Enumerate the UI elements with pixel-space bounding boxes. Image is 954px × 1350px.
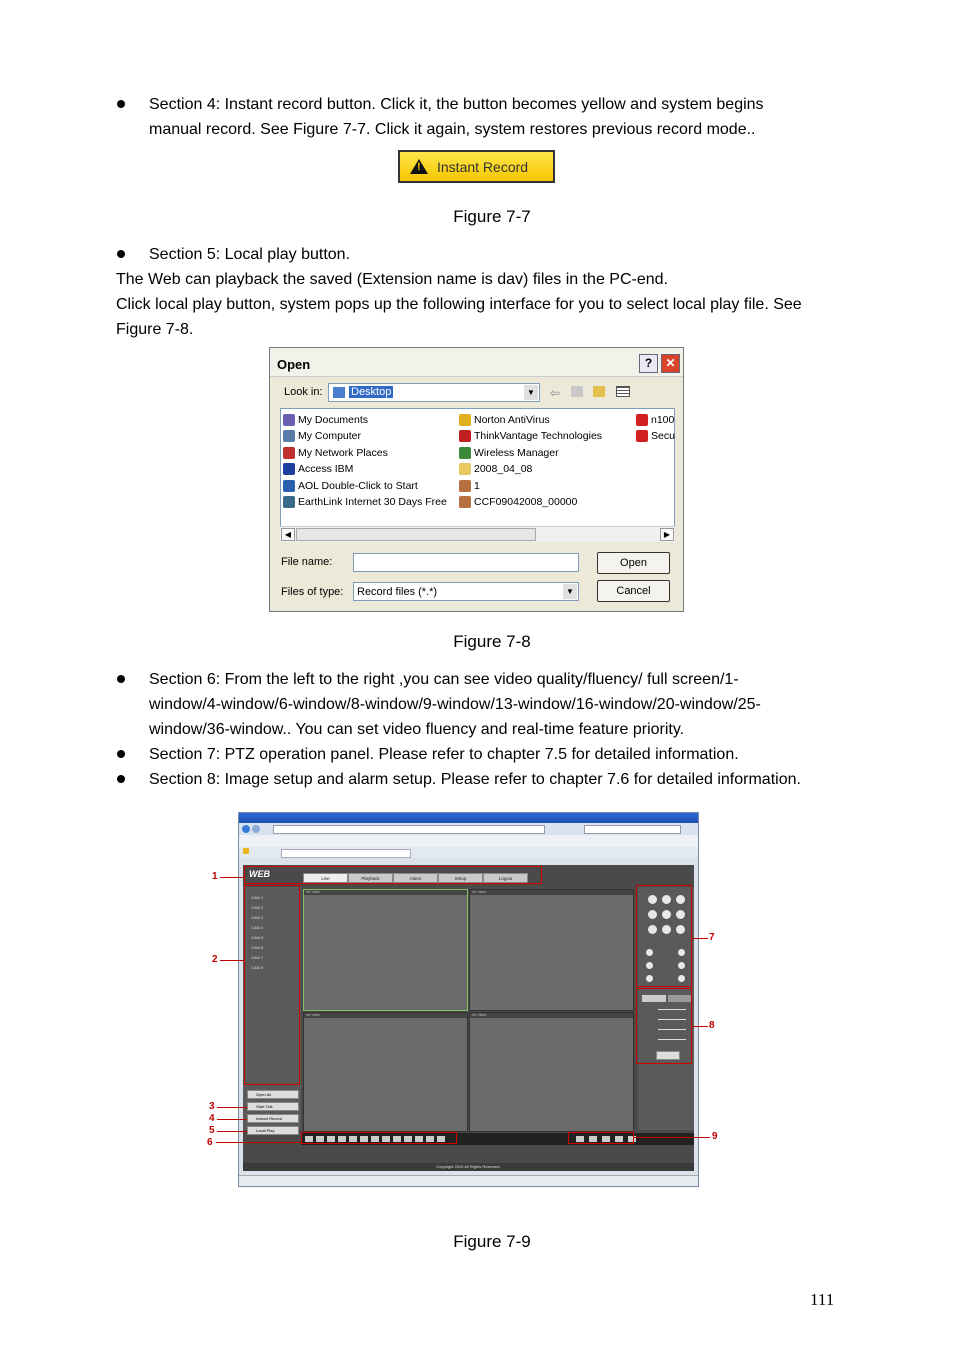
file-type-label: Files of type: — [281, 586, 344, 598]
web-logo: WEB — [249, 869, 270, 879]
list-item[interactable]: Norton AntiVirus — [459, 414, 550, 426]
warning-icon — [410, 159, 428, 174]
bullet — [117, 100, 125, 108]
annotation-label: 5 — [209, 1125, 215, 1136]
annotation-line — [692, 1026, 708, 1027]
local-play-button[interactable]: Local Play — [247, 1126, 299, 1135]
dialog-title: Open — [277, 357, 311, 372]
chevron-down-icon[interactable]: ▼ — [524, 385, 538, 400]
web-app-area — [243, 865, 694, 1170]
annotation-label: 2 — [212, 954, 218, 965]
annotation-box — [636, 885, 692, 987]
section5: Section 5: Local play button. — [149, 246, 351, 263]
annotation-label: 9 — [712, 1131, 718, 1142]
figure-7-9-caption: Figure 7-9 — [453, 1232, 531, 1251]
camera-item[interactable]: CAM 4 — [251, 925, 264, 930]
paragraph-local-play-line1: Click local play button, system pops up the following interface for you to select local play file. See — [116, 296, 802, 313]
wireless-icon — [459, 447, 471, 459]
figure-7-7-caption: Figure 7-7 — [453, 207, 531, 226]
video-window[interactable]: No Video — [469, 1012, 634, 1132]
forward-icon — [252, 825, 260, 833]
list-item[interactable]: My Computer — [283, 430, 361, 442]
section6-line3: window/36-window.. You can set video fluency and real-time feature priority. — [149, 721, 685, 738]
page-number: 111 — [810, 1290, 835, 1309]
annotation-line — [216, 1142, 302, 1143]
file-icon — [459, 496, 471, 508]
annotation-line — [692, 938, 708, 939]
annotation-line — [217, 1131, 247, 1132]
section7: Section 7: PTZ operation panel. Please refer to chapter 7.5 for detailed information. — [149, 746, 739, 763]
list-item[interactable]: Access IBM — [283, 463, 353, 475]
annotation-box — [244, 885, 300, 1085]
open-button[interactable]: Open — [597, 552, 670, 574]
camera-item[interactable]: CAM 2 — [251, 905, 264, 910]
pdf-icon — [636, 430, 648, 442]
annotation-line — [217, 1107, 247, 1108]
ibm-icon — [283, 463, 295, 475]
norton-icon — [459, 414, 471, 426]
camera-item[interactable]: CAM 6 — [251, 945, 264, 950]
list-item[interactable]: 2008_04_08 — [459, 463, 532, 475]
list-item[interactable]: 1 — [459, 480, 480, 492]
tab-live[interactable]: Live — [303, 873, 348, 883]
camera-item[interactable]: CAM 5 — [251, 935, 264, 940]
new-folder-icon[interactable] — [593, 386, 605, 397]
horizontal-scrollbar[interactable] — [280, 526, 675, 542]
thinkvantage-icon — [459, 430, 471, 442]
browser-status-bar — [239, 1175, 698, 1186]
section6-line1: Section 6: From the left to the right ,you can see video quality/fluency/ full screen/1- — [149, 671, 739, 688]
folder-icon — [333, 387, 345, 398]
file-type-select[interactable] — [353, 582, 579, 601]
view-menu-icon[interactable] — [616, 386, 630, 397]
video-window[interactable]: No Video — [303, 1012, 468, 1132]
bullet — [117, 775, 125, 783]
address-input — [273, 825, 545, 834]
section4-line1: Section 4: Instant record button. Click it, the button becomes yellow and system begins — [149, 96, 764, 113]
tab-setup[interactable]: Setup — [438, 873, 483, 883]
camera-item[interactable]: CAM 1 — [251, 895, 264, 900]
browser-titlebar — [239, 813, 698, 823]
list-item[interactable]: EarthLink Internet 30 Days Free — [283, 496, 447, 508]
look-in-combo[interactable] — [328, 383, 540, 402]
paragraph-local-play-line2: Figure 7-8. — [116, 321, 194, 338]
back-icon — [242, 825, 250, 833]
network-icon — [283, 447, 295, 459]
annotation-line — [220, 960, 244, 961]
documents-icon — [283, 414, 295, 426]
back-icon[interactable]: ⇦ — [550, 386, 561, 400]
instant-record-button[interactable] — [398, 150, 555, 183]
tab-logout[interactable]: Logout — [483, 873, 528, 883]
tab-alarm[interactable]: Alarm — [393, 873, 438, 883]
computer-icon — [283, 430, 295, 442]
browser-address-bar — [239, 823, 698, 835]
bullet — [117, 675, 125, 683]
look-in-label: Look in: — [284, 386, 323, 398]
figure-7-8-caption: Figure 7-8 — [453, 632, 531, 651]
chevron-down-icon[interactable]: ▼ — [563, 584, 577, 599]
annotation-box — [636, 988, 692, 1064]
annotation-box — [301, 1132, 457, 1144]
file-type-value: Record files (*.*) — [357, 586, 438, 598]
list-item[interactable]: Wireless Manager — [459, 447, 559, 459]
help-icon[interactable]: ? — [639, 354, 658, 373]
browser-menu-bar — [239, 835, 698, 847]
pdf-icon — [636, 414, 648, 426]
folder-icon — [459, 463, 471, 475]
camera-item[interactable]: CAM 3 — [251, 915, 264, 920]
bullet — [117, 250, 125, 258]
search-input — [584, 825, 681, 834]
file-name-input[interactable] — [353, 553, 579, 572]
scroll-thumb[interactable] — [296, 528, 536, 541]
list-item[interactable]: My Network Places — [283, 447, 388, 459]
start-talk-button[interactable]: Start Talk — [247, 1102, 299, 1111]
annotation-label: 6 — [207, 1137, 213, 1148]
tab — [281, 849, 411, 858]
annotation-line — [217, 1119, 247, 1120]
scroll-right-icon[interactable]: ▶ — [660, 528, 674, 541]
look-in-value: Desktop — [351, 386, 392, 398]
up-folder-icon[interactable] — [571, 386, 583, 397]
tab-playback[interactable]: Playback — [348, 873, 393, 883]
earthlink-icon — [283, 496, 295, 508]
list-item[interactable]: n100 — [636, 414, 674, 426]
browser-favorites-bar — [239, 847, 698, 858]
list-item[interactable]: ThinkVantage Technologies — [459, 430, 602, 442]
instant-record-label: Instant Record — [437, 158, 529, 175]
annotation-line — [220, 877, 244, 878]
open-dialog — [269, 347, 684, 612]
close-icon[interactable]: ✕ — [661, 354, 680, 373]
section8: Section 8: Image setup and alarm setup. Please refer to chapter 7.6 for detailed information. — [149, 771, 801, 788]
copyright: Copyright 2010 All Rights Reserved. — [243, 1163, 694, 1171]
camera-item[interactable]: CAM 7 — [251, 955, 264, 960]
video-window[interactable]: No Video — [303, 889, 468, 1011]
video-window[interactable]: No Video — [469, 889, 634, 1011]
paragraph-playback: The Web can playback the saved (Extension name is dav) files in the PC-end. — [116, 271, 668, 288]
file-list — [280, 408, 675, 542]
annotation-label: 3 — [209, 1101, 215, 1112]
bullet — [117, 750, 125, 758]
dialog-titlebar — [270, 348, 683, 377]
annotation-label: 7 — [709, 932, 715, 943]
annotation-box — [244, 866, 542, 884]
file-name-label: File name: — [281, 556, 333, 568]
annotation-label: 4 — [209, 1113, 215, 1124]
scroll-left-icon[interactable]: ◀ — [281, 528, 295, 541]
list-item[interactable]: My Documents — [283, 414, 368, 426]
list-item[interactable]: Secu — [636, 430, 675, 442]
annotation-label: 1 — [212, 871, 218, 882]
open-all-button[interactable]: Open All — [247, 1090, 299, 1099]
list-item[interactable]: AOL Double-Click to Start — [283, 480, 418, 492]
instant-record-button[interactable]: Instant Record — [247, 1114, 299, 1123]
file-icon — [459, 480, 471, 492]
camera-item[interactable]: CAM 8 — [251, 965, 264, 970]
annotation-label: 8 — [709, 1020, 715, 1031]
cancel-button[interactable]: Cancel — [597, 580, 670, 602]
annotation-line — [634, 1137, 710, 1138]
aol-icon — [283, 480, 295, 492]
section6-line2: window/4-window/6-window/8-window/9-window/13-window/16-window/20-window/25- — [149, 696, 761, 713]
list-item[interactable]: CCF09042008_00000 — [459, 496, 577, 508]
star-icon — [243, 848, 249, 854]
section4-line2: manual record. See Figure 7-7. Click it again, system restores previous record mode.. — [149, 121, 756, 138]
annotation-box — [568, 1132, 634, 1144]
